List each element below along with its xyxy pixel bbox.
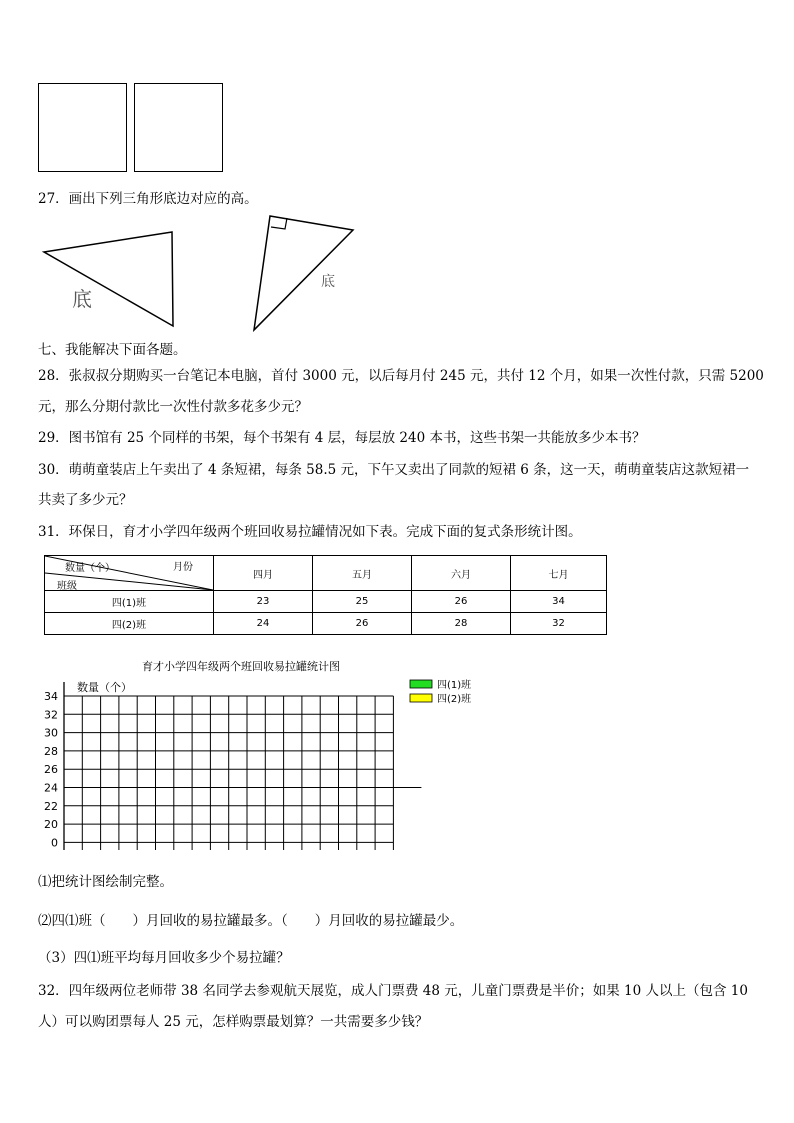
answer-square-left	[38, 83, 127, 172]
table-value-cell: 24	[214, 613, 313, 635]
y-tick-label: 32	[44, 708, 58, 722]
y-tick-label: 0	[51, 836, 58, 850]
table-header-month: 四月	[214, 556, 313, 591]
question-27: 27．画出下列三角形底边对应的高。	[38, 191, 258, 207]
question-32-line2: 人）可以购团票每人 25 元，怎样购票最划算？一共需要多少钱？	[38, 1014, 429, 1030]
table-class-cell: 四(2)班	[45, 613, 214, 635]
question-31: 31．环保日，育才小学四年级两个班回收易拉罐情况如下表。完成下面的复式条形统计图。	[38, 524, 582, 540]
question-31-sub1: ⑴把统计图绘制完整。	[38, 874, 173, 890]
y-tick-label: 30	[44, 726, 58, 740]
corner-month-label: 月份	[173, 562, 193, 573]
y-tick-label: 34	[44, 690, 58, 703]
table-class-cell: 四(1)班	[45, 591, 214, 613]
y-tick-label: 24	[44, 781, 58, 795]
chart-title: 育才小学四年级两个班回收易拉罐统计图	[142, 660, 340, 673]
corner-class-label: 班级	[57, 581, 77, 592]
triangle-1-base-label: 底	[72, 287, 92, 311]
table-value-cell: 25	[313, 591, 412, 613]
y-tick-label: 26	[44, 763, 58, 777]
y-tick-label: 20	[44, 818, 58, 832]
table-value-cell: 32	[511, 613, 607, 635]
legend-swatch	[410, 694, 432, 702]
question-31-sub3: （3）四⑴班平均每月回收多少个易拉罐？	[38, 950, 290, 966]
question-28-line2: 元，那么分期付款比一次性付款多花多少元？	[38, 399, 308, 415]
table-row	[45, 613, 607, 635]
triangle-1	[44, 232, 173, 326]
table-corner-cell	[45, 556, 214, 591]
table-header-month: 五月	[313, 556, 412, 591]
legend-label: 四(2)班	[437, 694, 472, 705]
question-30-line1: 30．萌萌童装店上午卖出了 4 条短裙，每条 58.5 元，下午又卖出了同款的短裙 6 条，这一天，萌萌童装店这款短裙一	[38, 462, 750, 478]
chart-y-ticks	[44, 690, 58, 849]
table-value-cell: 26	[412, 591, 511, 613]
triangle-2	[254, 216, 353, 330]
triangle-2-base-label: 底	[321, 274, 335, 290]
table-value-cell: 26	[313, 613, 412, 635]
answer-square-right	[134, 83, 223, 172]
y-tick-label: 22	[44, 799, 58, 813]
table-value-cell: 28	[412, 613, 511, 635]
bar-chart	[0, 650, 794, 850]
table-value-cell: 34	[511, 591, 607, 613]
question-30-line2: 共卖了多少元？	[38, 492, 133, 508]
question-28-line1: 28．张叔叔分期购买一台笔记本电脑，首付 3000 元，以后每月付 245 元，共付 12 个月，如果一次性付款，只需 5200	[38, 368, 764, 384]
y-tick-label: 28	[44, 744, 58, 758]
legend-swatch	[410, 680, 432, 688]
chart-y-axis-label: 数量（个）	[77, 681, 132, 694]
legend-label: 四(1)班	[437, 680, 472, 691]
table-header-month: 六月	[412, 556, 511, 591]
table-value-cell: 23	[214, 591, 313, 613]
question-31-sub2: ⑵四⑴班（ ）月回收的易拉罐最多。（ ）月回收的易拉罐最少。	[38, 913, 464, 929]
question-32-line1: 32．四年级两位老师带 38 名同学去参观航天展览，成人门票费 48 元，儿童门票费是半价；如果 10 人以上（包含 10	[38, 983, 748, 999]
chart-grid	[64, 682, 440, 850]
section-title: 七、我能解决下面各题。	[38, 342, 187, 358]
table-header-month: 七月	[511, 556, 607, 591]
triangles-figure	[30, 210, 380, 340]
question-29: 29．图书馆有 25 个同样的书架，每个书架有 4 层，每层放 240 本书，这些书架一共能放多少本书？	[38, 430, 646, 446]
chart-legend	[410, 678, 471, 705]
data-table	[44, 555, 607, 635]
table-row	[45, 591, 607, 613]
right-angle-mark	[271, 218, 287, 229]
corner-quantity-label: 数量（个）	[65, 563, 115, 574]
